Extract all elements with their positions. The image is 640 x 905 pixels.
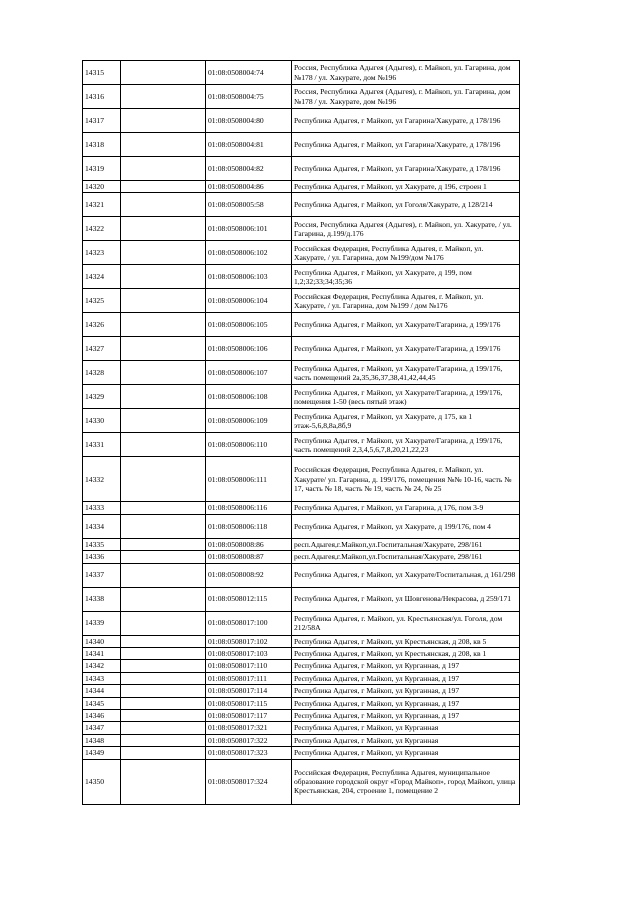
cadastral-number-cell: 01:08:0508006:104: [206, 289, 292, 313]
cadastral-number-cell: 01:08:0508006:111: [206, 457, 292, 502]
cadastral-number-cell: 01:08:0508017:323: [206, 747, 292, 759]
address-cell: Республика Адыгея, г Майкоп, ул Курганная, д 197: [292, 697, 520, 709]
row-number-cell: 14335: [83, 538, 121, 550]
row-number-cell: 14334: [83, 514, 121, 538]
row-number-cell: 14322: [83, 217, 121, 241]
address-cell: Республика Адыгея, г Майкоп, ул Курганная, д 197: [292, 710, 520, 722]
table-row: [83, 361, 520, 385]
cadastral-number-cell: 01:08:0508017:117: [206, 710, 292, 722]
cadastral-number-cell: 01:08:0508006:116: [206, 502, 292, 514]
row-number-cell: 14338: [83, 587, 121, 611]
cadastral-number-cell: 01:08:0508006:102: [206, 241, 292, 265]
table-row: [83, 587, 520, 611]
table-row: [83, 409, 520, 433]
row-number-cell: 14327: [83, 337, 121, 361]
table-row: [83, 241, 520, 265]
cadastral-number-cell: 01:08:0508008:86: [206, 538, 292, 550]
empty-cell: [121, 502, 206, 514]
empty-cell: [121, 538, 206, 550]
row-number-cell: 14347: [83, 722, 121, 734]
row-number-cell: 14340: [83, 635, 121, 647]
table-row: [83, 759, 520, 804]
cadastral-number-cell: 01:08:0508008:87: [206, 551, 292, 563]
address-cell: Российская Федерация, Республика Адыгея, г. Майкоп, ул. Хакурате, / ул. Гагарина, дом №199/дом №176: [292, 241, 520, 265]
cadastral-number-cell: 01:08:0508004:74: [206, 61, 292, 85]
empty-cell: [121, 157, 206, 181]
address-cell: Республика Адыгея, г Майкоп, ул Хакурате, д 196, строен 1: [292, 181, 520, 193]
cadastral-number-cell: 01:08:0508004:80: [206, 109, 292, 133]
address-cell: Российская Федерация, Республика Адыгея, г. Майкоп, ул. Хакурате/ ул. Гагарина, д. 199/176, помещения №№ 10-16, часть № 17, часть № 18, часть № 19, часть № 24, № 25: [292, 457, 520, 502]
empty-cell: [121, 409, 206, 433]
address-cell: Республика Адыгея, г Майкоп, ул Курганная, д 197: [292, 672, 520, 684]
empty-cell: [121, 217, 206, 241]
address-cell: Республика Адыгея, г Майкоп, ул Хакурате, д 199/176, пом 4: [292, 514, 520, 538]
address-cell: Россия, Республика Адыгея (Адыгея), г. Майкоп, ул. Гагарина, дом №178 / ул. Хакурате, дом №196: [292, 85, 520, 109]
cadastral-number-cell: 01:08:0508017:321: [206, 722, 292, 734]
cadastral-number-cell: 01:08:0508006:105: [206, 313, 292, 337]
table-row: [83, 685, 520, 697]
empty-cell: [121, 433, 206, 457]
cadastral-number-cell: 01:08:0508004:81: [206, 133, 292, 157]
row-number-cell: 14348: [83, 734, 121, 746]
cadastral-number-cell: 01:08:0508017:324: [206, 759, 292, 804]
table-row: [83, 337, 520, 361]
cadastral-number-cell: 01:08:0508006:108: [206, 385, 292, 409]
row-number-cell: 14350: [83, 759, 121, 804]
row-number-cell: 14318: [83, 133, 121, 157]
cadastral-number-cell: 01:08:0508017:102: [206, 635, 292, 647]
table-row: [83, 514, 520, 538]
address-cell: Республика Адыгея, г Майкоп, ул Крестьянская, д 208, кв 1: [292, 648, 520, 660]
cadastral-number-cell: 01:08:0508006:110: [206, 433, 292, 457]
address-cell: Республика Адыгея, г Майкоп, ул Хакурате/Гагарина, д 199/176, часть помещений 2а,35,36,37,38,41,42,44,45: [292, 361, 520, 385]
empty-cell: [121, 133, 206, 157]
table-row: [83, 133, 520, 157]
empty-cell: [121, 697, 206, 709]
cadastral-number-cell: 01:08:0508004:86: [206, 181, 292, 193]
table-row: [83, 648, 520, 660]
address-cell: Российская Федерация, Республика Адыгея, муниципальное образование городской округ «Город Майкоп», город Майкоп, улица Крестьянская, 204, строение 1, помещение 2: [292, 759, 520, 804]
cadastral-number-cell: 01:08:0508017:103: [206, 648, 292, 660]
address-cell: Республика Адыгея, г Майкоп, ул Гоголя/Хакурате, д 128/214: [292, 193, 520, 217]
table-row: [83, 61, 520, 85]
empty-cell: [121, 551, 206, 563]
row-number-cell: 14349: [83, 747, 121, 759]
address-cell: Республика Адыгея, г Майкоп, ул Хакурате/Гагарина, д 199/176, помещения 1-50 (весь пятый этаж): [292, 385, 520, 409]
empty-cell: [121, 61, 206, 85]
empty-cell: [121, 193, 206, 217]
cadastral-number-cell: 01:08:0508017:115: [206, 697, 292, 709]
row-number-cell: 14316: [83, 85, 121, 109]
row-number-cell: 14330: [83, 409, 121, 433]
table-row: [83, 289, 520, 313]
table-row: [83, 385, 520, 409]
empty-cell: [121, 109, 206, 133]
address-cell: Республика Адыгея, г Майкоп, ул Крестьянская, д 208, кв 5: [292, 635, 520, 647]
empty-cell: [121, 265, 206, 289]
empty-cell: [121, 587, 206, 611]
empty-cell: [121, 747, 206, 759]
row-number-cell: 14346: [83, 710, 121, 722]
address-cell: Республика Адыгея, г Майкоп, ул Курганная: [292, 747, 520, 759]
empty-cell: [121, 241, 206, 265]
table-row: [83, 660, 520, 672]
cadastral-number-cell: 01:08:0508005:58: [206, 193, 292, 217]
empty-cell: [121, 722, 206, 734]
property-registry-table: [82, 60, 520, 805]
address-cell: Республика Адыгея, г Майкоп, ул Хакурате, д 175, кв 1 этаж-5,6,8,8а,8б,9: [292, 409, 520, 433]
registry-table-body: [83, 61, 520, 805]
row-number-cell: 14315: [83, 61, 121, 85]
row-number-cell: 14345: [83, 697, 121, 709]
table-row: [83, 734, 520, 746]
table-row: [83, 611, 520, 635]
empty-cell: [121, 337, 206, 361]
table-row: [83, 722, 520, 734]
empty-cell: [121, 672, 206, 684]
cadastral-number-cell: 01:08:0508004:75: [206, 85, 292, 109]
empty-cell: [121, 457, 206, 502]
empty-cell: [121, 710, 206, 722]
address-cell: Республика Адыгея, г Майкоп, ул Курганная, д 197: [292, 660, 520, 672]
cadastral-number-cell: 01:08:0508006:103: [206, 265, 292, 289]
table-row: [83, 710, 520, 722]
empty-cell: [121, 181, 206, 193]
address-cell: Республика Адыгея, г Майкоп, ул Хакурате/Гагарина, д 199/176: [292, 337, 520, 361]
cadastral-number-cell: 01:08:0508017:111: [206, 672, 292, 684]
row-number-cell: 14331: [83, 433, 121, 457]
address-cell: Республика Адыгея, г Майкоп, ул Курганная: [292, 734, 520, 746]
row-number-cell: 14337: [83, 563, 121, 587]
empty-cell: [121, 85, 206, 109]
row-number-cell: 14342: [83, 660, 121, 672]
empty-cell: [121, 289, 206, 313]
cadastral-number-cell: 01:08:0508012:115: [206, 587, 292, 611]
row-number-cell: 14329: [83, 385, 121, 409]
empty-cell: [121, 759, 206, 804]
empty-cell: [121, 514, 206, 538]
address-cell: респ.Адыгея,г.Майкоп,ул.Госпитальная/Хакурате, 298/161: [292, 551, 520, 563]
address-cell: Россия, Республика Адыгея (Адыгея), г. Майкоп, ул. Гагарина, дом №178 / ул. Хакурате, дом №196: [292, 61, 520, 85]
address-cell: Республика Адыгея, г Майкоп, ул Курганная, д 197: [292, 685, 520, 697]
cadastral-number-cell: 01:08:0508006:106: [206, 337, 292, 361]
row-number-cell: 14343: [83, 672, 121, 684]
address-cell: Республика Адыгея, г Майкоп, ул Шовгенова/Некрасова, д 259/171: [292, 587, 520, 611]
table-row: [83, 313, 520, 337]
table-row: [83, 672, 520, 684]
table-row: [83, 181, 520, 193]
empty-cell: [121, 635, 206, 647]
cadastral-number-cell: 01:08:0508004:82: [206, 157, 292, 181]
address-cell: Республика Адыгея, г Майкоп, ул Хакурате, д 199, пом 1,2;32;33;34;35;36: [292, 265, 520, 289]
table-row: [83, 551, 520, 563]
row-number-cell: 14321: [83, 193, 121, 217]
table-row: [83, 157, 520, 181]
table-row: [83, 85, 520, 109]
address-cell: Республика Адыгея, г Майкоп, ул Гагарина/Хакурате, д 178/196: [292, 157, 520, 181]
table-row: [83, 217, 520, 241]
row-number-cell: 14319: [83, 157, 121, 181]
table-row: [83, 193, 520, 217]
row-number-cell: 14333: [83, 502, 121, 514]
table-row: [83, 109, 520, 133]
table-row: [83, 457, 520, 502]
empty-cell: [121, 734, 206, 746]
row-number-cell: 14317: [83, 109, 121, 133]
row-number-cell: 14339: [83, 611, 121, 635]
table-row: [83, 538, 520, 550]
cadastral-number-cell: 01:08:0508017:114: [206, 685, 292, 697]
cadastral-number-cell: 01:08:0508006:107: [206, 361, 292, 385]
cadastral-number-cell: 01:08:0508006:109: [206, 409, 292, 433]
row-number-cell: 14336: [83, 551, 121, 563]
address-cell: Российская Федерация, Республика Адыгея, г. Майкоп, ул. Хакурате, / ул. Гагарина, дом №199 / дом №176: [292, 289, 520, 313]
table-row: [83, 635, 520, 647]
cadastral-number-cell: 01:08:0508006:101: [206, 217, 292, 241]
row-number-cell: 14320: [83, 181, 121, 193]
address-cell: Республика Адыгея, г Майкоп, ул Гагарина, д 176, пом 3-9: [292, 502, 520, 514]
cadastral-number-cell: 01:08:0508017:100: [206, 611, 292, 635]
address-cell: Россия, Республика Адыгея (Адыгея), г. Майкоп, ул. Хакурате, / ул. Гагарина, д.199/д.176: [292, 217, 520, 241]
address-cell: Республика Адыгея, г Майкоп, ул Гагарина/Хакурате, д 178/196: [292, 133, 520, 157]
address-cell: Республика Адыгея, г Майкоп, ул Курганная: [292, 722, 520, 734]
empty-cell: [121, 611, 206, 635]
empty-cell: [121, 385, 206, 409]
row-number-cell: 14341: [83, 648, 121, 660]
address-cell: Республика Адыгея, г Майкоп, ул Хакурате/Госпитальная, д 161/298: [292, 563, 520, 587]
empty-cell: [121, 660, 206, 672]
empty-cell: [121, 648, 206, 660]
empty-cell: [121, 313, 206, 337]
cadastral-number-cell: 01:08:0508017:110: [206, 660, 292, 672]
row-number-cell: 14323: [83, 241, 121, 265]
empty-cell: [121, 361, 206, 385]
table-row: [83, 747, 520, 759]
address-cell: Республика Адыгея, г Майкоп, ул Хакурате/Гагарина, д 199/176: [292, 313, 520, 337]
empty-cell: [121, 563, 206, 587]
table-row: [83, 502, 520, 514]
row-number-cell: 14332: [83, 457, 121, 502]
cadastral-number-cell: 01:08:0508008:92: [206, 563, 292, 587]
address-cell: Республика Адыгея, г. Майкоп, ул. Крестьянская/ул. Гоголя, дом 212/58А: [292, 611, 520, 635]
table-row: [83, 697, 520, 709]
empty-cell: [121, 685, 206, 697]
table-row: [83, 563, 520, 587]
table-row: [83, 433, 520, 457]
row-number-cell: 14325: [83, 289, 121, 313]
address-cell: Республика Адыгея, г Майкоп, ул Гагарина/Хакурате, д 178/196: [292, 109, 520, 133]
table-row: [83, 265, 520, 289]
address-cell: Республика Адыгея, г Майкоп, ул Хакурате/Гагарина, д 199/176, часть помещений 2,3,4,5,6,7,8,20,21,22,23: [292, 433, 520, 457]
cadastral-number-cell: 01:08:0508017:322: [206, 734, 292, 746]
row-number-cell: 14328: [83, 361, 121, 385]
row-number-cell: 14344: [83, 685, 121, 697]
row-number-cell: 14324: [83, 265, 121, 289]
address-cell: респ.Адыгея,г.Майкоп,ул.Госпитальная/Хакурате, 298/161: [292, 538, 520, 550]
cadastral-number-cell: 01:08:0508006:118: [206, 514, 292, 538]
row-number-cell: 14326: [83, 313, 121, 337]
